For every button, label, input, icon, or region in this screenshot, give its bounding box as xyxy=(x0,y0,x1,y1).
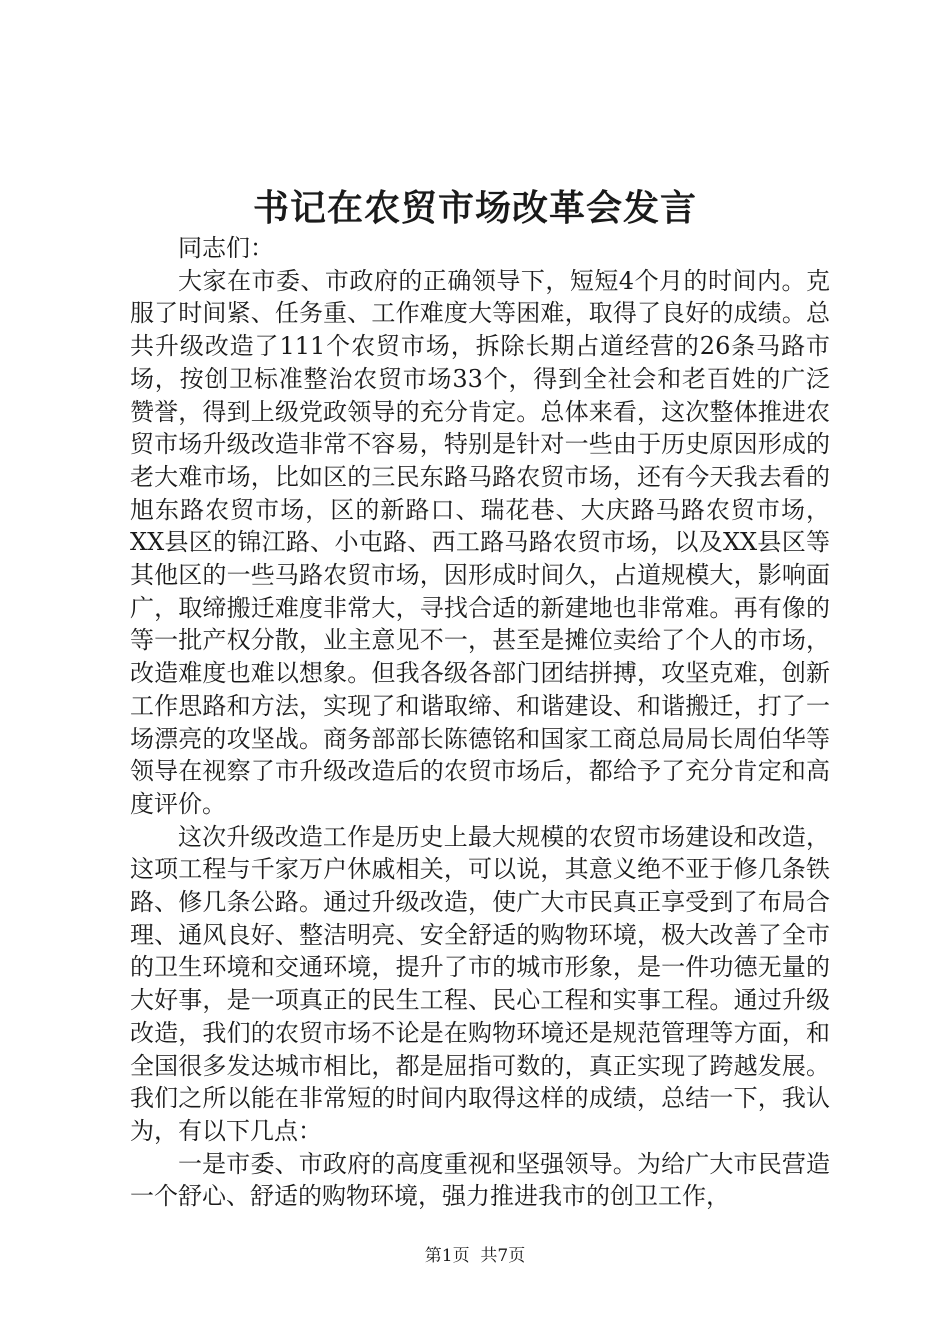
body-paragraph: 一是市委、市政府的高度重视和坚强领导。为给广大市民营造一个舒心、舒适的购物环境，强力推进我市的创卫工作， xyxy=(130,1149,830,1211)
body-paragraph: 大家在市委、市政府的正确领导下，短短4个月的时间内。克服了时间紧、任务重、工作难度大等困难，取得了良好的成绩。总共升级改造了111个农贸市场，拆除长期占道经营的26条马路市场，按创卫标准整治农贸市场33个，得到全社会和老百姓的广泛赞誉，得到上级党政领导的充分肯定。总体来看，这次整体推进农贸市场升级改造非常不容易，特别是针对一些由于历史原因形成的老大难市场，比如区的三民东路马路农贸市场，还有今天我去看的旭东路农贸市场，区的新路口、瑞花巷、大庆路马路农贸市场，XX县区的锦江路、小屯路、西工路马路农贸市场，以及XX县区等其他区的一些马路农贸市场，因形成时间久，占道规模大，影响面广，取缔搬迁难度非常大，寻找合适的新建地也非常难。再有像的等一批产权分散，业主意见不一，甚至是摊位卖给了个人的市场，改造难度也难以想象。但我各级各部门团结拼搏，攻坚克难，创新工作思路和方法，实现了和谐取缔、和谐建设、和谐搬迁，打了一场漂亮的攻坚战。商务部部长陈德铭和国家工商总局局长周伯华等领导在视察了市升级改造后的农贸市场后，都给予了充分肯定和高度评价。 xyxy=(130,266,830,818)
body-paragraph: 这次升级改造工作是历史上最大规模的农贸市场建设和改造，这项工程与千家万户休戚相关，可以说，其意义绝不亚于修几条铁路、修几条公路。通过升级改造，使广大市民真正享受到了布局合理、通风良好、整洁明亮、安全舒适的购物环境，极大改善了全市的卫生环境和交通环境，提升了市的城市形象，是一件功德无量的大好事，是一项真正的民生工程、民心工程和实事工程。通过升级改造，我们的农贸市场不论是在购物环境还是规范管理等方面，和全国很多发达城市相比，都是屈指可数的，真正实现了跨越发展。我们之所以能在非常短的时间内取得这样的成绩，总结一下，我认为，有以下几点： xyxy=(130,822,830,1145)
salutation-paragraph: 同志们： xyxy=(178,234,274,262)
document-body xyxy=(130,232,830,1213)
document-title: 书记在农贸市场改革会发言 xyxy=(252,187,697,229)
page-number-footer: 第1页 共7页 xyxy=(424,1246,526,1266)
